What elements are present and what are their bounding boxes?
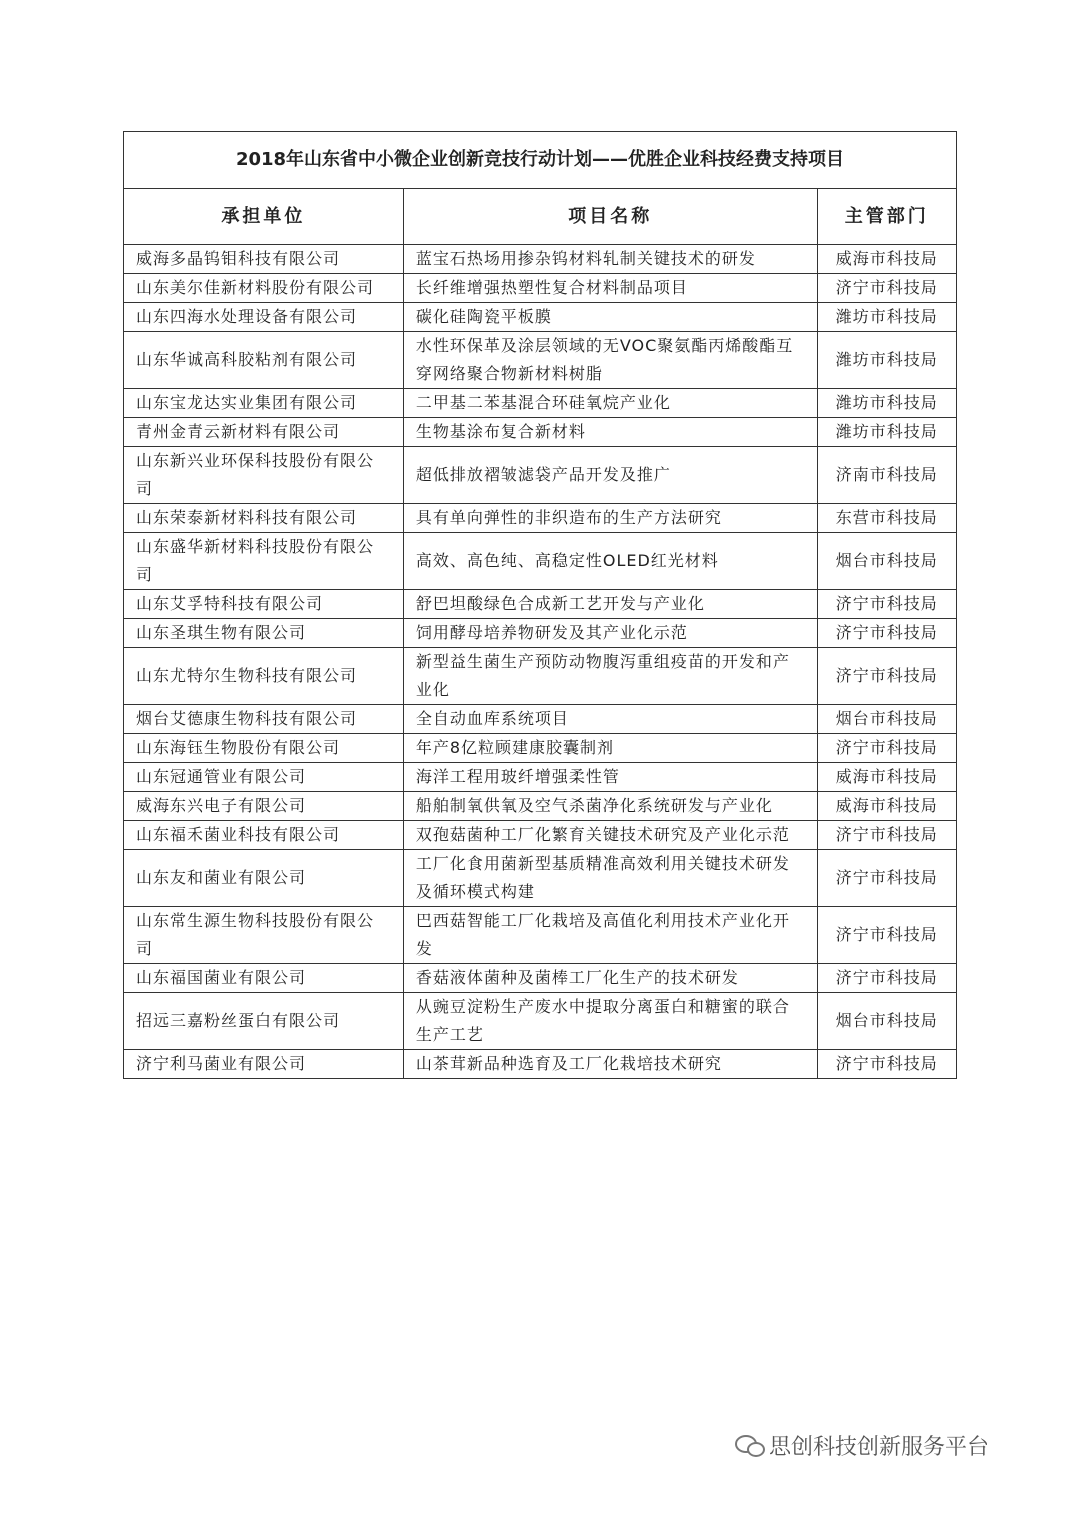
dept-cell: 济宁市科技局 bbox=[817, 734, 956, 763]
dept-cell: 济宁市科技局 bbox=[817, 274, 956, 303]
project-cell: 年产8亿粒顾建康胶囊制剂 bbox=[403, 734, 817, 763]
dept-cell: 济宁市科技局 bbox=[817, 590, 956, 619]
project-cell: 全自动血库系统项目 bbox=[403, 705, 817, 734]
project-cell: 新型益生菌生产预防动物腹泻重组疫苗的开发和产业化 bbox=[403, 648, 817, 705]
table-row bbox=[124, 763, 957, 792]
project-cell: 生物基涂布复合新材料 bbox=[403, 418, 817, 447]
table-row bbox=[124, 590, 957, 619]
project-cell: 长纤维增强热塑性复合材料制品项目 bbox=[403, 274, 817, 303]
unit-cell: 山东海钰生物股份有限公司 bbox=[124, 734, 404, 763]
project-cell: 船舶制氧供氧及空气杀菌净化系统研发与产业化 bbox=[403, 792, 817, 821]
unit-cell: 山东盛华新材料科技股份有限公司 bbox=[124, 533, 404, 590]
table-row bbox=[124, 907, 957, 964]
watermark-text: 思创科技创新服务平台 bbox=[769, 1435, 990, 1460]
table-row bbox=[124, 504, 957, 533]
project-cell: 香菇液体菌种及菌棒工厂化生产的技术研发 bbox=[403, 964, 817, 993]
unit-cell: 山东福国菌业有限公司 bbox=[124, 964, 404, 993]
unit-cell: 山东常生源生物科技股份有限公司 bbox=[124, 907, 404, 964]
project-cell: 碳化硅陶瓷平板膜 bbox=[403, 303, 817, 332]
dept-cell: 东营市科技局 bbox=[817, 504, 956, 533]
unit-cell: 济宁利马菌业有限公司 bbox=[124, 1050, 404, 1079]
dept-cell: 潍坊市科技局 bbox=[817, 303, 956, 332]
table-row bbox=[124, 619, 957, 648]
table-body bbox=[124, 245, 957, 1079]
table-row bbox=[124, 389, 957, 418]
unit-cell: 山东荣泰新材料科技有限公司 bbox=[124, 504, 404, 533]
unit-cell: 招远三嘉粉丝蛋白有限公司 bbox=[124, 993, 404, 1050]
table-row bbox=[124, 821, 957, 850]
project-cell: 巴西菇智能工厂化栽培及高值化利用技术产业化开发 bbox=[403, 907, 817, 964]
project-cell: 双孢菇菌种工厂化繁育关键技术研究及产业化示范 bbox=[403, 821, 817, 850]
unit-cell: 青州金青云新材料有限公司 bbox=[124, 418, 404, 447]
table-row bbox=[124, 447, 957, 504]
table-row bbox=[124, 332, 957, 389]
project-cell: 舒巴坦酸绿色合成新工艺开发与产业化 bbox=[403, 590, 817, 619]
table-row bbox=[124, 964, 957, 993]
unit-cell: 山东宝龙达实业集团有限公司 bbox=[124, 389, 404, 418]
table-row bbox=[124, 1050, 957, 1079]
table-row bbox=[124, 274, 957, 303]
unit-cell: 山东友和菌业有限公司 bbox=[124, 850, 404, 907]
table-row bbox=[124, 993, 957, 1050]
unit-cell: 山东艾孚特科技有限公司 bbox=[124, 590, 404, 619]
project-cell: 水性环保革及涂层领域的无VOC聚氨酯丙烯酸酯互穿网络聚合物新材料树脂 bbox=[403, 332, 817, 389]
table-row bbox=[124, 418, 957, 447]
dept-cell: 威海市科技局 bbox=[817, 792, 956, 821]
dept-cell: 烟台市科技局 bbox=[817, 533, 956, 590]
table-row bbox=[124, 850, 957, 907]
project-cell: 工厂化食用菌新型基质精准高效利用关键技术研发及循环模式构建 bbox=[403, 850, 817, 907]
unit-cell: 山东华诚高科胶粘剂有限公司 bbox=[124, 332, 404, 389]
dept-cell: 济宁市科技局 bbox=[817, 964, 956, 993]
unit-cell: 山东圣琪生物有限公司 bbox=[124, 619, 404, 648]
dept-cell: 威海市科技局 bbox=[817, 763, 956, 792]
project-cell: 高效、高色纯、高稳定性OLED红光材料 bbox=[403, 533, 817, 590]
project-cell: 海洋工程用玻纤增强柔性管 bbox=[403, 763, 817, 792]
project-cell: 超低排放褶皱滤袋产品开发及推广 bbox=[403, 447, 817, 504]
table-row bbox=[124, 245, 957, 274]
unit-cell: 山东新兴业环保科技股份有限公司 bbox=[124, 447, 404, 504]
unit-cell: 山东四海水处理设备有限公司 bbox=[124, 303, 404, 332]
dept-cell: 烟台市科技局 bbox=[817, 993, 956, 1050]
unit-cell: 山东福禾菌业科技有限公司 bbox=[124, 821, 404, 850]
table-row bbox=[124, 734, 957, 763]
project-cell: 从豌豆淀粉生产废水中提取分离蛋白和糖蜜的联合生产工艺 bbox=[403, 993, 817, 1050]
dept-cell: 济宁市科技局 bbox=[817, 619, 956, 648]
table-title: 2018年山东省中小微企业创新竞技行动计划——优胜企业科技经费支持项目 bbox=[124, 132, 957, 189]
table-row bbox=[124, 705, 957, 734]
header-dept: 主管部门 bbox=[817, 189, 956, 245]
table-row bbox=[124, 303, 957, 332]
dept-cell: 济宁市科技局 bbox=[817, 850, 956, 907]
unit-cell: 山东美尔佳新材料股份有限公司 bbox=[124, 274, 404, 303]
dept-cell: 威海市科技局 bbox=[817, 245, 956, 274]
project-cell: 二甲基二苯基混合环硅氧烷产业化 bbox=[403, 389, 817, 418]
project-cell: 山茶茸新品种选育及工厂化栽培技术研究 bbox=[403, 1050, 817, 1079]
dept-cell: 济宁市科技局 bbox=[817, 1050, 956, 1079]
dept-cell: 潍坊市科技局 bbox=[817, 332, 956, 389]
project-table bbox=[123, 131, 957, 1079]
header-project: 项目名称 bbox=[403, 189, 817, 245]
header-unit: 承担单位 bbox=[124, 189, 404, 245]
unit-cell: 烟台艾德康生物科技有限公司 bbox=[124, 705, 404, 734]
dept-cell: 济南市科技局 bbox=[817, 447, 956, 504]
dept-cell: 济宁市科技局 bbox=[817, 907, 956, 964]
dept-cell: 潍坊市科技局 bbox=[817, 389, 956, 418]
wechat-icon bbox=[735, 1435, 765, 1457]
table-row bbox=[124, 533, 957, 590]
unit-cell: 威海多晶钨钼科技有限公司 bbox=[124, 245, 404, 274]
dept-cell: 济宁市科技局 bbox=[817, 821, 956, 850]
unit-cell: 山东尤特尔生物科技有限公司 bbox=[124, 648, 404, 705]
project-cell: 饲用酵母培养物研发及其产业化示范 bbox=[403, 619, 817, 648]
project-cell: 具有单向弹性的非织造布的生产方法研究 bbox=[403, 504, 817, 533]
dept-cell: 济宁市科技局 bbox=[817, 648, 956, 705]
table-row bbox=[124, 648, 957, 705]
watermark bbox=[735, 1430, 989, 1461]
dept-cell: 烟台市科技局 bbox=[817, 705, 956, 734]
table-row bbox=[124, 792, 957, 821]
dept-cell: 潍坊市科技局 bbox=[817, 418, 956, 447]
unit-cell: 山东冠通管业有限公司 bbox=[124, 763, 404, 792]
project-cell: 蓝宝石热场用掺杂钨材料轧制关键技术的研发 bbox=[403, 245, 817, 274]
unit-cell: 威海东兴电子有限公司 bbox=[124, 792, 404, 821]
